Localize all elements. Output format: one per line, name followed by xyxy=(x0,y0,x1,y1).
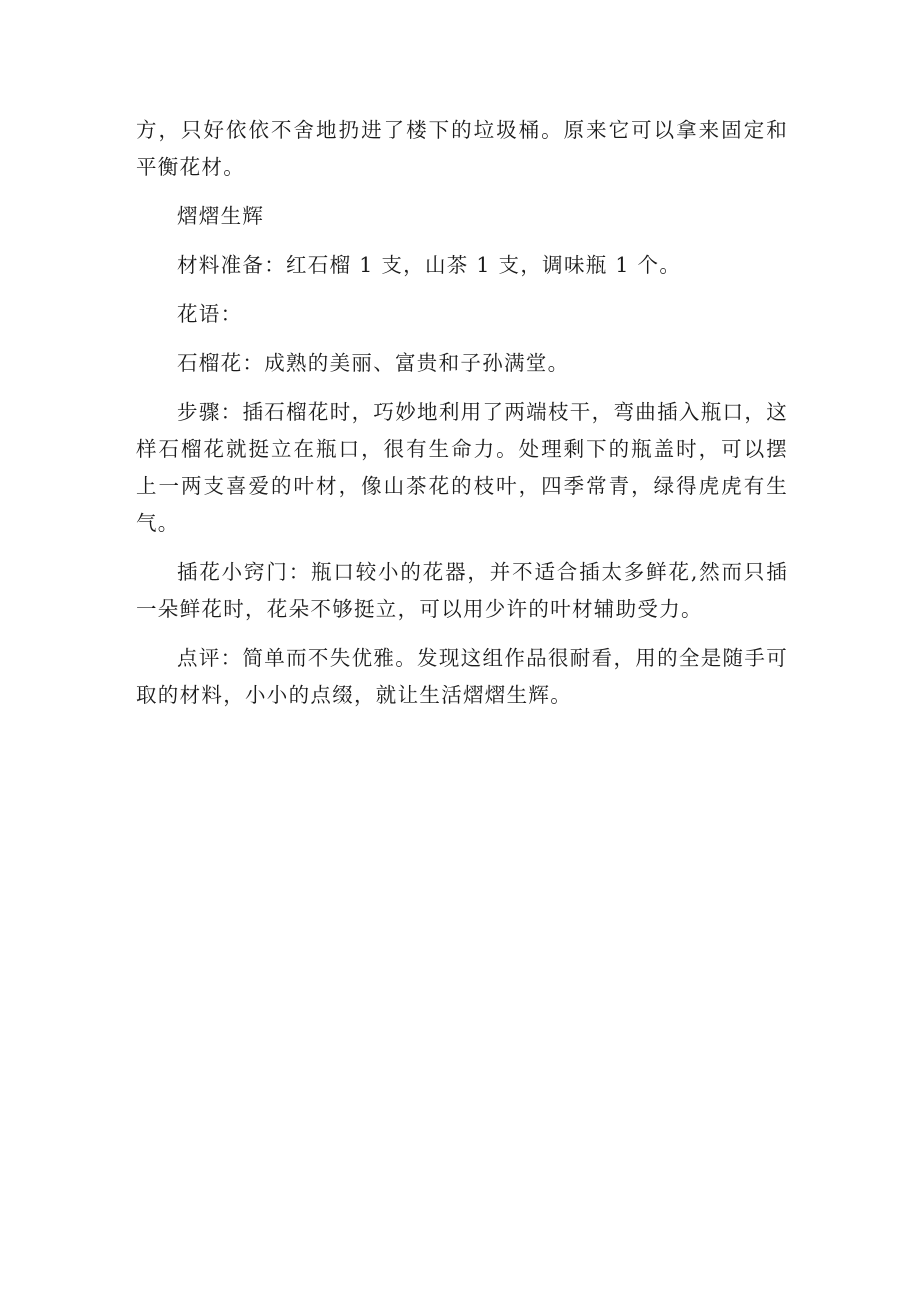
paragraph-review: 点评：简单而不失优雅。发现这组作品很耐看，用的全是随手可取的材料，小小的点缀，就让生活熠熠生辉。 xyxy=(136,646,788,707)
paragraph-steps: 步骤：插石榴花时，巧妙地利用了两端枝干，弯曲插入瓶口，这样石榴花就挺立在瓶口，很有生命力。处理剩下的瓶盖时，可以摆上一两支喜爱的叶材，像山茶花的枝叶，四季常青，绿得虎虎有生气。 xyxy=(136,400,788,535)
paragraph-materials: 材料准备：红石榴 1 支，山茶 1 支，调味瓶 1 个。 xyxy=(177,253,682,277)
document-body xyxy=(136,112,788,726)
paragraph-flower-language-label: 花语： xyxy=(177,302,243,326)
paragraph-tips: 插花小窍门：瓶口较小的花器，并不适合插太多鲜花,然而只插一朵鲜花时，花朵不够挺立，可以用少许的叶材辅助受力。 xyxy=(136,560,788,621)
paragraph-continuation: 方，只好依依不舍地扔进了楼下的垃圾桶。原来它可以拿来固定和平衡花材。 xyxy=(136,118,788,179)
section-heading: 熠熠生辉 xyxy=(177,204,265,228)
paragraph-flower-language: 石榴花：成熟的美丽、富贵和子孙满堂。 xyxy=(177,351,570,375)
